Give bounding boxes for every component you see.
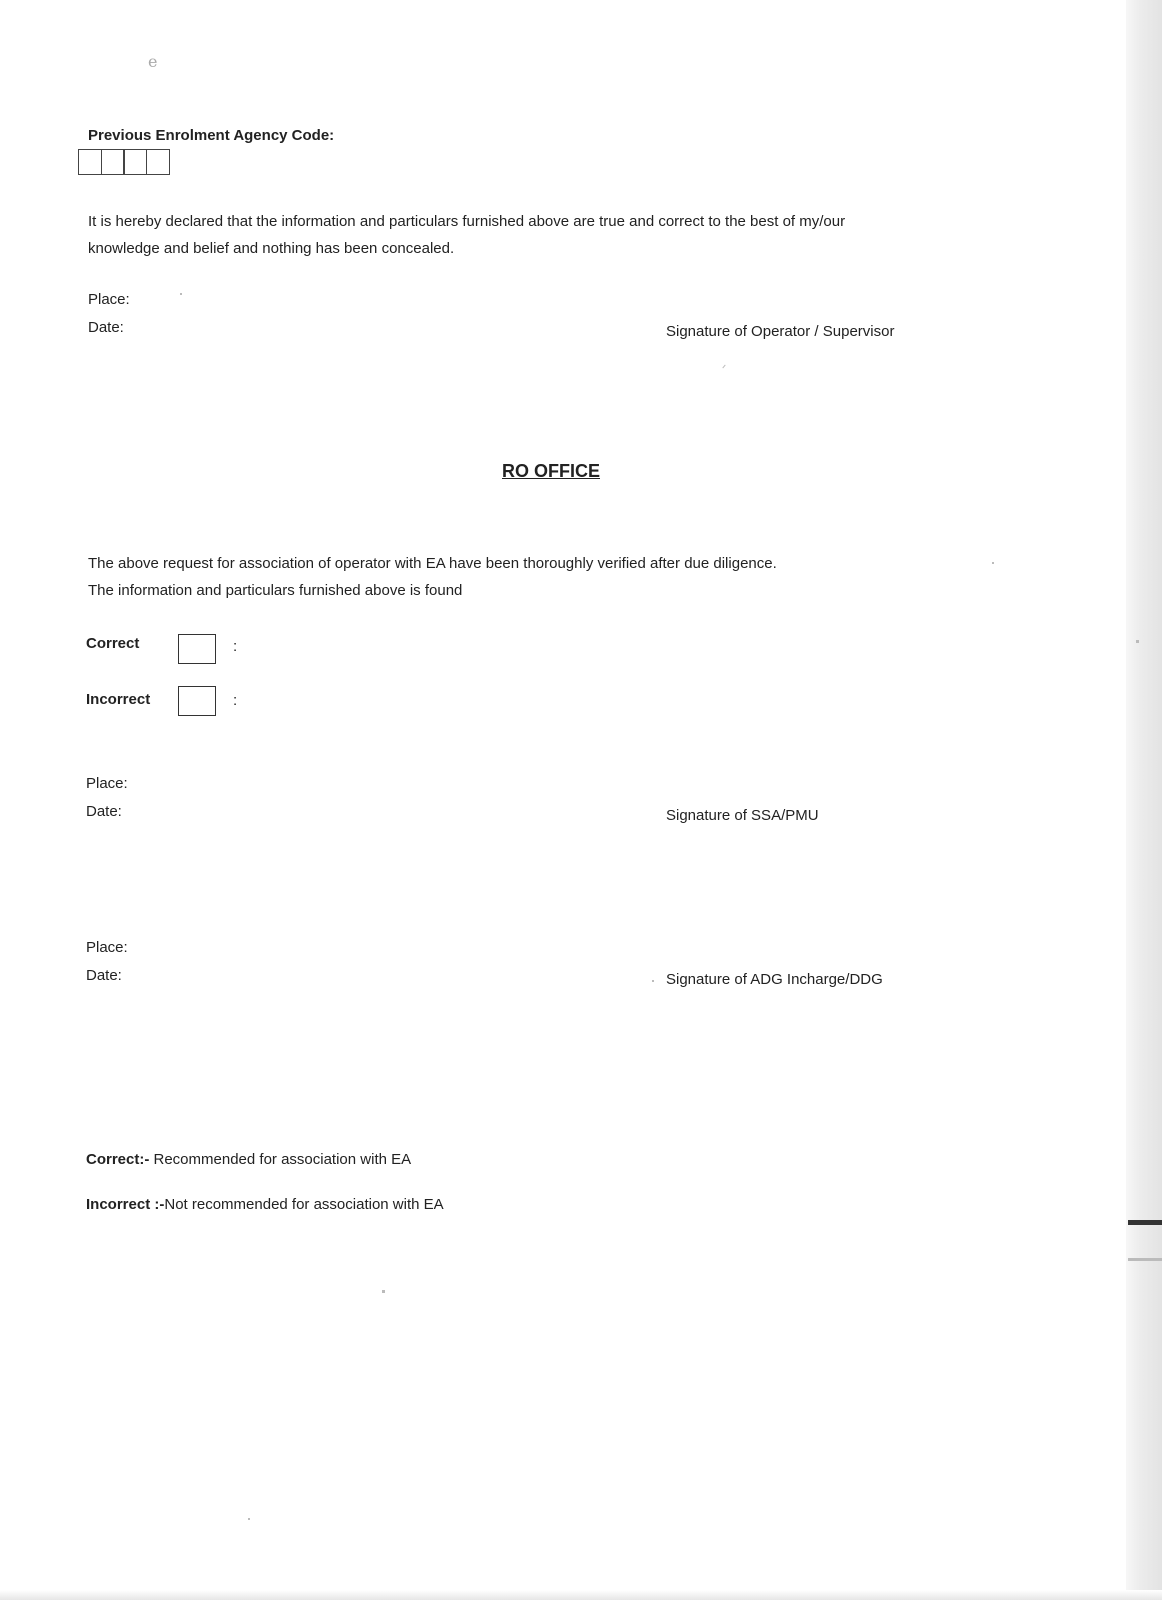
declaration-text	[88, 208, 1048, 262]
incorrect-colon: :	[233, 692, 238, 709]
adg-date-label: Date:	[86, 967, 122, 984]
scan-speck	[248, 1518, 250, 1520]
ssa-place-label: Place:	[86, 775, 128, 792]
scan-speck	[382, 1290, 385, 1293]
note-incorrect-key: Incorrect :-	[86, 1196, 165, 1213]
incorrect-label: Incorrect	[86, 691, 151, 708]
scan-speck	[1136, 640, 1139, 643]
scan-speck	[180, 293, 182, 295]
enrolment-code-label: Previous Enrolment Agency Code:	[88, 127, 335, 144]
declaration-line-2: knowledge and belief and nothing has been concealed.	[88, 240, 455, 257]
note-correct-text: Recommended for association with EA	[149, 1151, 412, 1168]
page-number-mark: e	[148, 52, 158, 71]
ro-office-heading: RO OFFICE	[502, 461, 600, 481]
correct-checkbox[interactable]	[178, 634, 216, 664]
correct-colon: :	[233, 638, 238, 655]
ssa-date-label: Date:	[86, 803, 122, 820]
scan-speck	[722, 365, 725, 369]
code-box[interactable]	[146, 149, 170, 175]
operator-signature-label: Signature of Operator / Supervisor	[666, 323, 895, 340]
ro-office-text	[88, 550, 1048, 604]
ssa-signature-label: Signature of SSA/PMU	[666, 807, 819, 824]
code-box[interactable]	[101, 149, 125, 175]
operator-date-label: Date:	[88, 319, 124, 336]
note-correct-key: Correct:-	[86, 1151, 150, 1168]
incorrect-checkbox[interactable]	[178, 686, 216, 716]
note-incorrect	[86, 1195, 444, 1215]
declaration-line-1: It is hereby declared that the information and particulars furnished above are true and correct to the best of my/our	[88, 213, 846, 230]
scan-speck	[652, 980, 654, 982]
enrolment-code-boxes[interactable]	[78, 149, 168, 175]
code-box[interactable]	[123, 149, 147, 175]
ro-office-line-2: The information and particulars furnished above is found	[88, 582, 463, 599]
scan-edge-mark	[1128, 1258, 1162, 1261]
correct-label: Correct	[86, 635, 140, 652]
adg-signature-label: Signature of ADG Incharge/DDG	[666, 971, 883, 988]
scan-edge-mark	[1128, 1220, 1162, 1225]
scan-edge-shadow	[1126, 0, 1162, 1600]
adg-place-label: Place:	[86, 939, 128, 956]
scan-bottom-shadow	[0, 1590, 1162, 1600]
code-box[interactable]	[78, 149, 102, 175]
note-incorrect-text: Not recommended for association with EA	[164, 1196, 444, 1213]
ro-office-line-1: The above request for association of operator with EA have been thoroughly verified after due diligence.	[88, 555, 777, 572]
operator-place-label: Place:	[88, 291, 130, 308]
note-correct	[86, 1150, 411, 1170]
scan-speck	[992, 562, 994, 564]
